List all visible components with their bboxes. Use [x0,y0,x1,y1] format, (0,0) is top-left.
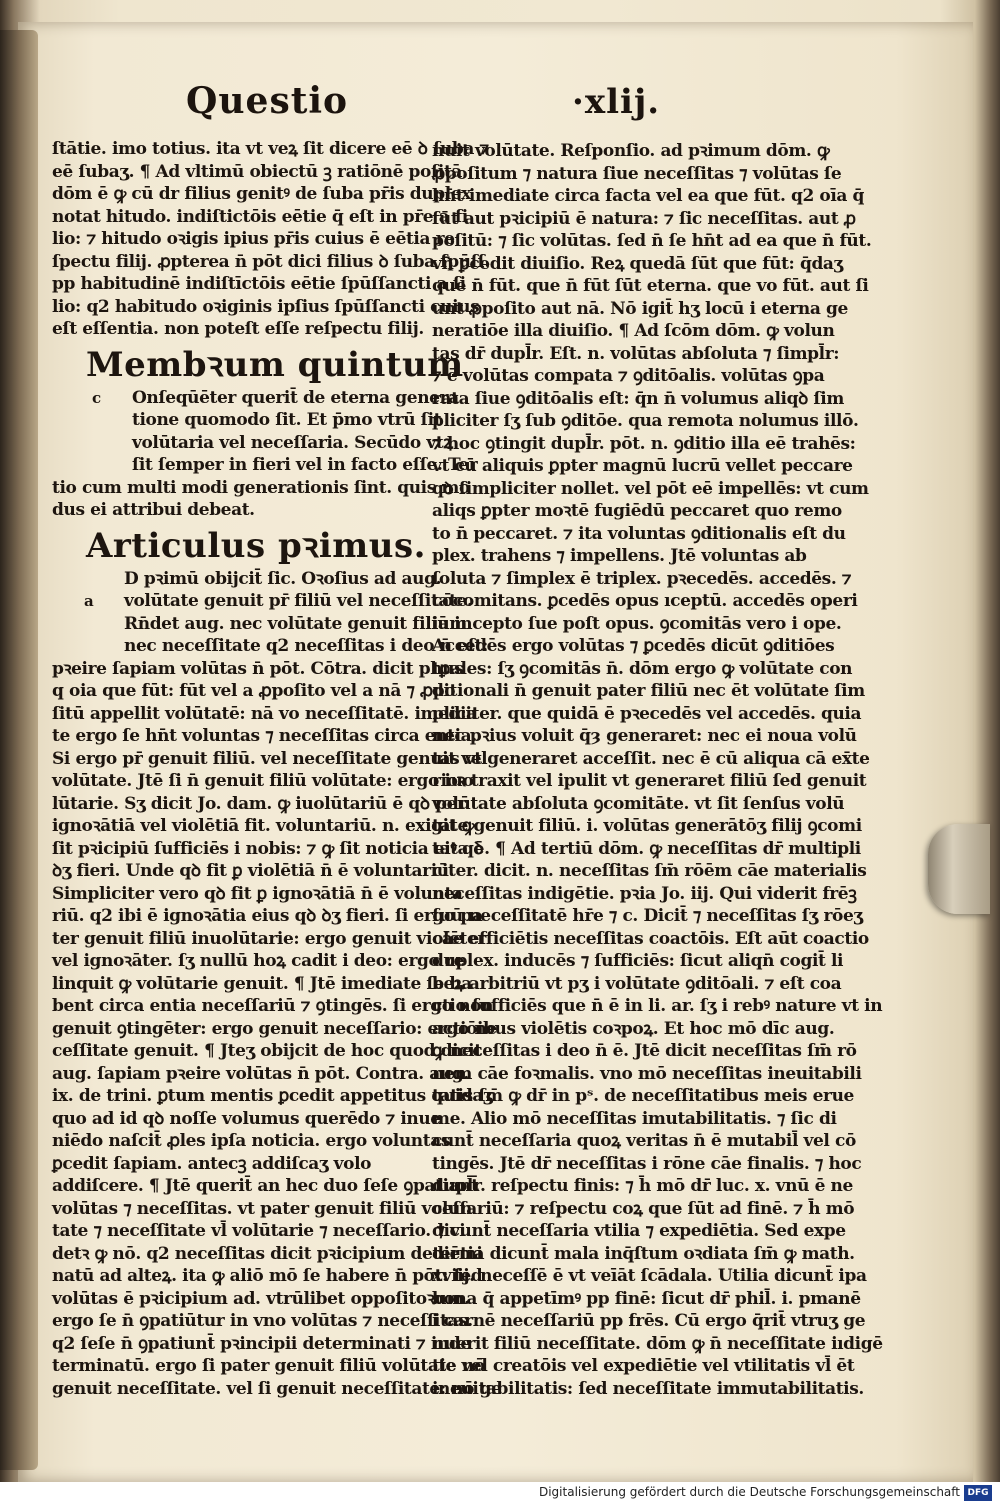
book-clasp [928,824,990,914]
text-line: genuit ꝯtingēter: ergo genuit neceſſario: ergo ne [52,1018,497,1039]
text-line: dicunt̄ neceſſaria vtilia ⁊ expediētia. Sed expe [432,1221,846,1241]
text-line: q2 ſeſe n̄ ꝯpatiunt̄ pꝛincipii determinati ⁊ inde [52,1333,471,1354]
text-line: natū ad alteꝝ. ita ꝙ aliō mō ſe habere n̄ pōt: ſed [52,1266,483,1286]
text-line: lio: ⁊ hitudo oꝛigis ipius pr̄is cuius ē eētia re [52,229,455,249]
text-line: genuit neceſſitate. vel ſi genuit neceſſitate: nō ge [52,1378,502,1399]
text-line: ergo ſe n̄ ꝯpatiūtur in vno volūtas ⁊ neceſſitas. [52,1311,473,1331]
text-line: ꝺʒ fieri. Unde qꝺ fit ꝑ violētiā n̄ ē voluntariū. [52,861,455,881]
text-line: neceſſitas indigētie. pꝛia Jo. iij. Qui viderit frēꝫ [432,883,857,904]
text-line: tate genuit filiū. i. volūtas generātōʒ filij ꝯcomi [432,816,862,836]
text-line: tate ⁊ neceſſitate vl̄ volūtarie ⁊ neceſſario. ⁊ vi [52,1221,466,1241]
text-line: volūtate genuit pr̄ filiū vel neceſſitate. [124,591,473,611]
text-line: nuit volūtate. Reſponſio. ad pꝛimum dōm. ꝙ [432,141,830,161]
text-line: dupl̄r. reſpectu finis: ⁊ h̄ mō dr̄ luc. x. vnū ē ne [432,1176,853,1196]
footer-credit: Digitalisierung gefördert durch die Deutsche Forschungsgemeinschaft [538,1485,960,1499]
text-line: Simpliciter vero qꝺ fit ꝑ ignoꝛātiā n̄ ē volunta [52,883,463,904]
text-line: ceſſariū: ⁊ reſpectu coꝝ que ſūt ad finē. ⁊ h̄ mō [432,1198,855,1219]
article-heading: Articulus pꝛimus. [86,525,426,566]
text-line: iā incepto ſue poſt opus. ꝯcomitās vero i ope. [432,613,842,634]
footer-bar [0,1482,1000,1504]
text-line: plex. trahens ⁊ impellens. Jtē voluntas ab [432,546,807,566]
text-line: actiōibus violētis coꝛpoꝝ. Et hoc mō dīc aug. [432,1018,835,1039]
header-left: Questio [186,80,349,122]
text-line: ⁊ ē volūtas compata ⁊ ꝯditōalis. volūtas ꝯpa [432,366,825,386]
text-line: pliciter. que quidā ē pꝛecedēs vel accedēs. quia [432,703,862,724]
text-line: tas dr̄ dupl̄r. Eſt. n. volūtas abſoluta ⁊ ſimpl̄r: [432,343,840,364]
text-line: to n̄ peccaret. ⁊ ita voluntas ꝯditionalis eſt du [432,523,846,544]
text-line: tatis ſm̄ ꝙ dr̄ in pˢ. de neceſſitatibus meis erue [432,1086,854,1106]
text-line: vn̄ ꝑcedit diuiſio. Reꝝ quedā ſūt que fūt: q̄daʒ [432,253,843,274]
text-line: ineuitabilitatis: ſed neceſſitate immutabilitatis. [432,1378,864,1399]
text-line: pꝛeire ſapiam volūtas n̄ pōt. Cōtra. dicit phus [52,658,464,679]
text-line: tio cum multi modi generationis ſint. quis mo [52,477,470,498]
text-line: tꝑales: ſʒ ꝯcomitās n̄. dōm ergo ꝙ volūtate con [432,658,853,679]
text-line: xviij. neceſſē ē vt veīāt ſcādala. Utilia dicunt̄ ipa [432,1266,867,1286]
text-line: nuerit filiū neceſſitate. dōm ꝙ n̄ neceſſitate iıdigē [432,1333,883,1354]
text-line: volūtas ē pꝛicipium ad. vtrūlibet oppoſitoꝛum. [52,1288,470,1309]
text-line: cāe efficiētis neceſſitas coactōis. Eſt aūt coactio [432,928,869,949]
text-line: ſoluta ⁊ ſimplex ē triplex. pꝛecedēs. accedēs. ⁊ [432,568,852,589]
text-line: lio: q2 habitudo oꝛiginis ipſius ſpūſſancti cuius [52,296,480,317]
text-line: bent circa entia neceſſariū ⁊ ꝯtingēs. ſi ergo non [52,996,494,1016]
text-line: rata ſiue ꝯditōalis eſt: q̄n n̄ volumus aliqꝺ ſim [432,388,844,409]
text-line: terminatū. ergo ſi pater genuit filiū volūtate nō [52,1356,485,1376]
text-line: niēdo naſcit̄ ꝓles ipſa noticia. ergo voluntas [52,1131,450,1151]
text-line: ter genuit filiū inuolūtarie: ergo genuit violēter [52,928,486,949]
text-line: tata ē. ¶ Ad tertiū dōm. ꝙ neceſſitas dr̄ multipli [432,838,861,859]
text-line: neratiōe illa diuiſio. ¶ Ad ſcōm dōm. ꝙ volun [432,321,835,341]
dfg-logo: DFG [964,1485,992,1501]
text-line: rioꝛ traxit vel ipulit vt generaret filiū ſed genuit [432,771,867,791]
text-line: volūtate. Jtē ſi n̄ genuit filiū volūtate: ergo iuo [52,771,474,791]
text-line: dōm ē ꝙ cū dr filius genitꝰ de ſuba pr̄is duplex [52,184,471,204]
text-line: poſitū: ⁊ ſic volūtas. ſed n̄ ſe hn̄t ad ea que n̄ fūt. [432,231,872,251]
text-line: lūtarie. Sʒ dicit Jo. dam. ꝙ iuolūtariū ē qꝺ per [52,793,466,814]
text-line: volūtate abſoluta ꝯcomitāte. vt ſit ſenſus volū [432,793,845,814]
text-line: i carnē neceſſariū pp frēs. Cū ergo q̄rit̄ vtruʒ ge [432,1311,866,1331]
text-line: eē ſubaʒ. ¶ Ad vltimū obiectū ꝫ ratiōnē poſitā. [52,161,468,182]
text-line: vel ignoꝛāter. ſʒ nullū hoꝝ cadit i deo: ergo re [52,951,464,971]
text-line: ſitū appellit volūtatē: nā vo neceſſitatē. imedia [52,703,477,724]
text-line: Accedēs ergo volūtas ⁊ ꝑcedēs dicūt ꝯditiōes [432,636,835,656]
text-line: eſt eſſentia. non poteſt eſſe reſpectu filij. [52,319,424,339]
text-line: tione quomodo ſit. Et p̄mo vtrū ſit [132,410,442,430]
text-line: ꝓpoſitum ⁊ natura ſiue neceſſitas ⁊ volūtas ſe [432,163,842,184]
initial-line [52,387,459,410]
text-line: citer. dicit. n. neceſſitas ſm̄ rōēm cāe materialis [432,861,867,881]
text-line: diētia dicunt̄ mala inq̄ſtum oꝛdiata ſm̄ ꝙ math. [432,1243,855,1264]
text-line: linquit ꝙ volūtarie genuit. ¶ Jtē imediate ſe ha [52,973,472,994]
section-heading: Membꝛum quintum [86,344,464,385]
text-line: ditionali n̄ genuit pater filiū nec ēt volūtate ſim [432,681,865,701]
text-line: duplex. inducēs ⁊ ſufficiēs: ſicut aliqn̄ cogit̄ li [432,951,844,971]
text-line: me. Alio mō neceſſitas imutabilitatis. ⁊ ſic di [432,1108,837,1129]
right-column [432,140,883,1400]
text-line: unt ꝓpoſito aut nā. Nō igit̄ hʒ locū i eterna ge [432,298,848,319]
text-line: quo ad id qꝺ noſſe volumus querēdo ⁊ inue [52,1108,441,1129]
text-line: ix. de trini. ꝑtum mentis ꝑcedit appetitus quidaʒ [52,1086,493,1106]
text-line: Si ergo pr̄ genuit filiū. vel neceſſitate genuit vel [52,748,488,769]
text-line: nec neceſſitate q2 neceſſitas i deo n̄ eſt: [124,636,488,656]
left-column [52,138,502,1400]
text-line: Rn̄det aug. nec volūtate genuit filium [124,613,467,634]
text-line: vt cū aliquis ꝑpter magnū lucrū vellet peccare [432,456,853,476]
text-line: hn̄t imediate circa facta vel ea que fūt. q2 oīa q̄ [432,186,865,206]
text-line: volūtaria vel neceſſaria. Secūdo vtꝝ [132,432,453,453]
text-line: fūt aut pꝛicipiū ē natura: ⁊ ſic neceſſitas. aut ꝓ [432,208,856,229]
text-line: nec pꝛius voluit q̄ȝ generaret: nec ei noua volū [432,726,857,746]
text-line: notat hitudo. indiſtictōis eētie q̄ eſt in pr̄e a fi [52,206,468,227]
text-line: ſtātie. imo totius. ita vt veꝝ ſit dicere eē ꝺ ſuba ⁊ [52,139,489,159]
text-line: te ergo ſe hn̄t voluntas ⁊ neceſſitas circa entia. [52,726,477,746]
initial-line [52,590,473,613]
text-line: ctio ſufficiēs que n̄ ē in li. ar. ſʒ i rebꝰ nature vt in [432,996,883,1016]
text-line: detꝛ ꝙ nō. q2 neceſſitas dicit pꝛicipium determi [52,1243,483,1264]
text-line: ſit pꝛicipiū ſufficiēs i nobis: ⁊ ꝙ ſit noticia eiꝰ qꝺ [52,838,484,859]
initial-letter: c [92,388,101,407]
text-line: volūtas ⁊ neceſſitas. vt pater genuit filiū volun [52,1198,472,1219]
text-line: bona q̄ appetīmꝰ pp finē: ſicut dr̄ phil̄. i. pmanē [432,1288,861,1309]
text-line: qꝺ ſimpliciter nollet. vel pōt eē impellēs: vt cum [432,478,869,499]
text-line: ⁊ hoc ꝯtingit dupl̄r. pōt. n. ꝯditio illa eē trahēs: [432,433,856,454]
text-line: aug. ſapiam pꝛeire volūtas n̄ pōt. Contra. aug. [52,1063,469,1084]
running-header [0,80,1000,140]
text-line: cunt̄ neceſſaria quoꝝ veritas n̄ ē mutabil̄ vel cō [432,1131,856,1151]
initial-letter: a [84,592,94,610]
facing-page-edge [0,30,38,1470]
text-line: dus ei attribui debeat. [52,500,255,520]
text-line: tie vel creatōis vel expediētie vel vtilitatis vl̄ ēt [432,1356,855,1376]
text-line: nem cāe foꝛmalis. vno mō neceſſitas ineuitabili [432,1063,862,1084]
text-line: tas vt generaret acceſſit. nec ē cū aliqua cā ex̄te [432,748,870,769]
text-line: D pꝛimū obijcit̄ ſic. Oꝛoſius ad aug. [124,568,442,589]
text-line: tingēs. Jtē dr̄ neceſſitas i rōne cāe finalis. ⁊ hoc [432,1153,862,1174]
text-line: addiſcere. ¶ Jtē querit̄ an hec duo ſeſe ꝯpatiant̄ [52,1176,479,1196]
text-line: que n̄ fūt. que n̄ fūt ſūt eterna. que vo fūt. aut ſi [432,276,869,296]
text-line: ſuū neceſſitatē hr̄e ⁊ c. Dicit̄ ⁊ neceſſitas ſʒ rōeʒ [432,906,863,926]
text-line: ſit ſemper in fieri vel in facto eſſe. Ter [132,455,478,475]
text-line: pliciter ſʒ ſub ꝯditōe. qua remota nolumus illō. [432,411,859,431]
text-line: ꝙ neceſſitas i deo n̄ ē. Jtē dicit neceſſitas ſm̄ rō [432,1041,857,1061]
text-line: riū. q2 ibi ē ignoꝛātia eius qꝺ ꝺʒ fieri. ſi ergo pa [52,906,483,926]
text-line: ſpectu filij. ꝓpterea n̄ pōt dici filius ꝺ ſuba ſpūſſ. [52,251,490,272]
text-line: ignoꝛātiā vel violētiā fit. voluntariū. n. exigit ꝙ [52,816,475,836]
text-line: ꝑcedit ſapiam. antecꝫ addiſcaʒ volo [52,1153,372,1174]
text-line: pp habitudinē indiſtīctōis eētie ſpūſſancti a ſi [52,274,466,294]
text-line: q oia que fūt: fūt vel a ꝓpoſito vel a nā ⁊ ꝓpo [52,681,456,701]
header-right: ·xlij. [572,82,661,122]
text-line: Onſeqūēter querit̄ de eterna genera [132,387,459,408]
text-line: aliqs ꝑpter moꝛtē fugiēdū peccaret quo remo [432,501,842,521]
text-line: beꝝ arbitriū vt pʒ i volūtate ꝯditōali. ⁊ eſt coa [432,973,842,994]
text-line: cōcomitans. ꝑcedēs opus ıceptū. accedēs operi [432,591,858,611]
text-line: ceſſitate genuit. ¶ Jteʒ obijcit de hoc quod dicit [52,1041,482,1061]
